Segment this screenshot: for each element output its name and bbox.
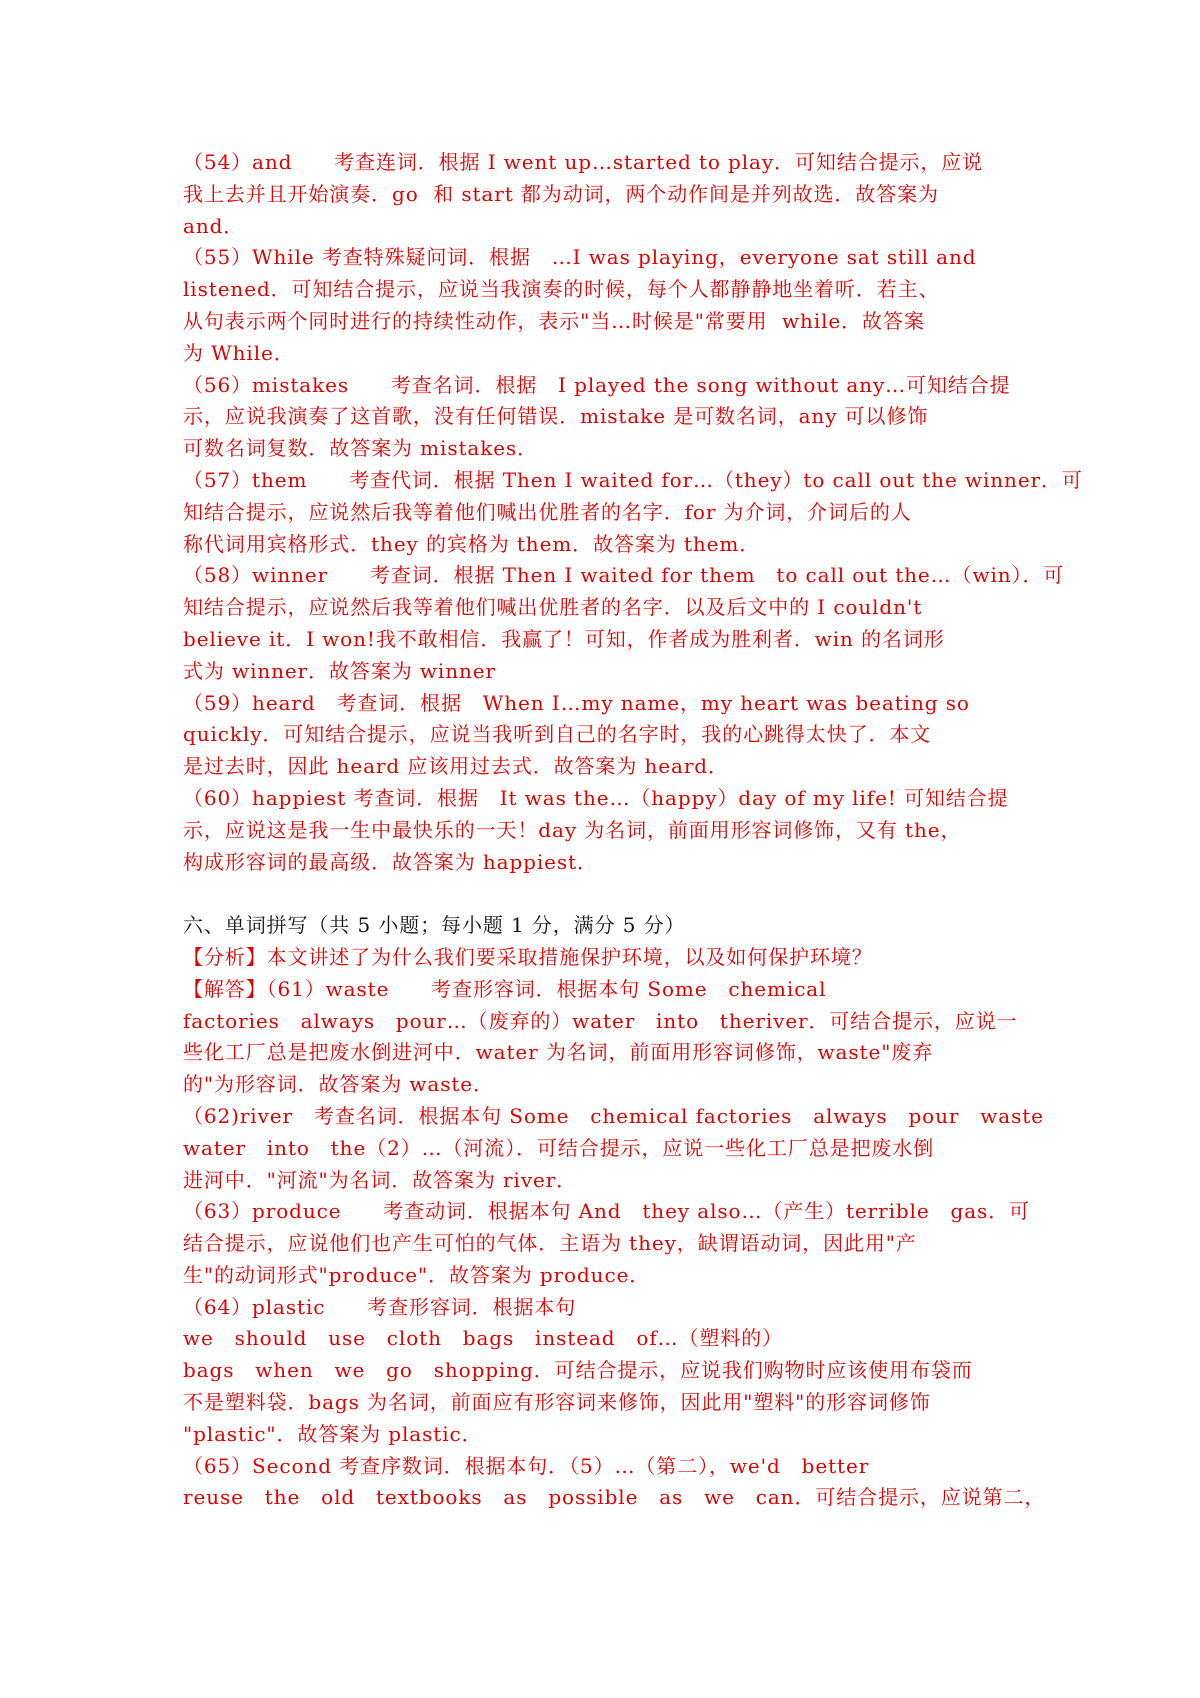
answer-text-line: and． — [183, 213, 245, 238]
answer-text-line: （64）plastic 考查形容词．根据本句 — [183, 1294, 577, 1319]
answer-text-line: 示，应说这是我一生中最快乐的一天！day 为名词，前面用形容词修饰，又有 the， — [183, 817, 962, 842]
answer-text-line: （54）and 考查连词．根据 I went up…started to play．可知结合提示，应说 — [183, 150, 984, 174]
answer-text-line: listened．可知结合提示，应说当我演奏的时候，每个人都静静地坐着听．若主、 — [183, 277, 940, 302]
answer-text-line: 示，应说我演奏了这首歌，没有任何错误．mistake 是可数名词，any 可以修饰 — [183, 404, 929, 429]
answer-text-line: （58）winner 考查词．根据 Then I waited for them to call out the…（win）．可 — [183, 563, 1065, 588]
answer-text-line: 些化工厂总是把废水倒进河中．water 为名词，前面用形容词修饰，waste"废弃 — [183, 1040, 934, 1065]
answer-text-line: 从句表示两个同时进行的持续性动作，表示"当…时候是"常要用 while．故答案 — [183, 308, 925, 333]
answer-text-line: （57）them 考查代词．根据 Then I waited for…（they）to call out the winner．可 — [183, 467, 1083, 492]
answer-text-line: 知结合提示，应说然后我等着他们喊出优胜者的名字．以及后文中的 I couldn't — [183, 595, 923, 620]
answer-text-line: 结合提示，应说他们也产生可怕的气体．主语为 they，缺谓语动词，因此用"产 — [183, 1231, 917, 1256]
answer-text-line: （63）produce 考查动词．根据本句 And they also…（产生）terrible gas．可 — [183, 1199, 1031, 1224]
answer-text-line: 【分析】本文讲述了为什么我们要采取措施保护环境，以及如何保护环境？ — [183, 944, 873, 969]
blank-line — [183, 878, 1023, 910]
answer-text-line: 不是塑料袋．bags 为名词，前面应有形容词来修饰，因此用"塑料"的形容词修饰 — [183, 1390, 931, 1415]
answer-text-line: 为 While． — [183, 340, 295, 365]
answer-text-line: 知结合提示，应说然后我等着他们喊出优胜者的名字．for 为介词，介词后的人 — [183, 499, 912, 524]
answer-text-line: "plastic"．故答案为 plastic． — [183, 1421, 483, 1446]
answer-text-line: 称代词用宾格形式．they 的宾格为 them．故答案为 them． — [183, 531, 761, 556]
answer-text-line: 生"的动词形式"produce"．故答案为 produce． — [183, 1262, 651, 1287]
answer-text-line: we should use cloth bags instead of…（塑料的） — [183, 1326, 784, 1351]
document-page — [183, 147, 1083, 1514]
answer-text-line: factories always pour…（废弃的）water into theriver．可结合提示，应说一 — [183, 1008, 1018, 1033]
section-heading-line: 六、单词拼写（共 5 小题；每小题 1 分，满分 5 分） — [183, 913, 686, 938]
answer-text-line: 构成形容词的最高级．故答案为 happiest． — [183, 849, 598, 874]
answer-text-line: 是过去时，因此 heard 应该用过去式．故答案为 heard． — [183, 754, 729, 779]
answer-text-line: （56）mistakes 考查名词．根据 I played the song without any…可知结合提 — [183, 372, 1011, 397]
answer-text-line: 可数名词复数．故答案为 mistakes． — [183, 436, 539, 461]
answer-text-line: （62)river 考查名词．根据本句 Some chemical factories always pour waste — [183, 1103, 1044, 1128]
answer-text-line: （65）Second 考查序数词．根据本句．（5）…（第二），we'd better — [183, 1453, 870, 1478]
answer-text-line: （59）heard 考查词．根据 When I…my name，my heart was beating so — [183, 690, 970, 715]
answer-text-line: 进河中．"河流"为名词．故答案为 river． — [183, 1167, 578, 1192]
answer-text-line: 我上去并且开始演奏．go 和 start 都为动词，两个动作间是并列故选．故答案为 — [183, 181, 939, 206]
answer-text-line: 的"为形容词．故答案为 waste． — [183, 1072, 494, 1097]
answer-text-line: water into the（2）…（河流）．可结合提示，应说一些化工厂总是把废水倒 — [183, 1135, 935, 1160]
answer-text-line: quickly．可知结合提示，应说当我听到自己的名字时，我的心跳得太快了．本文 — [183, 722, 932, 747]
answer-text-line: believe it．I won!我不敢相信．我赢了！可知，作者成为胜利者．win 的名词形 — [183, 626, 945, 651]
answer-text-line: （55）While 考查特殊疑问词．根据 …I was playing，everyone sat still and — [183, 245, 977, 270]
answer-text-line: 式为 winner．故答案为 winner — [183, 658, 496, 683]
answer-text-line: （60）happiest 考查词．根据 It was the…（happy）day of my life! 可知结合提 — [183, 785, 1009, 810]
answer-text-line: bags when we go shopping．可结合提示，应说我们购物时应该使用布袋而 — [183, 1358, 973, 1383]
answer-text-line: 【解答】（61）waste 考查形容词．根据本句 Some chemical — [183, 976, 827, 1001]
answer-text-line: reuse the old textbooks as possible as we can．可结合提示，应说第二， — [183, 1485, 1046, 1510]
